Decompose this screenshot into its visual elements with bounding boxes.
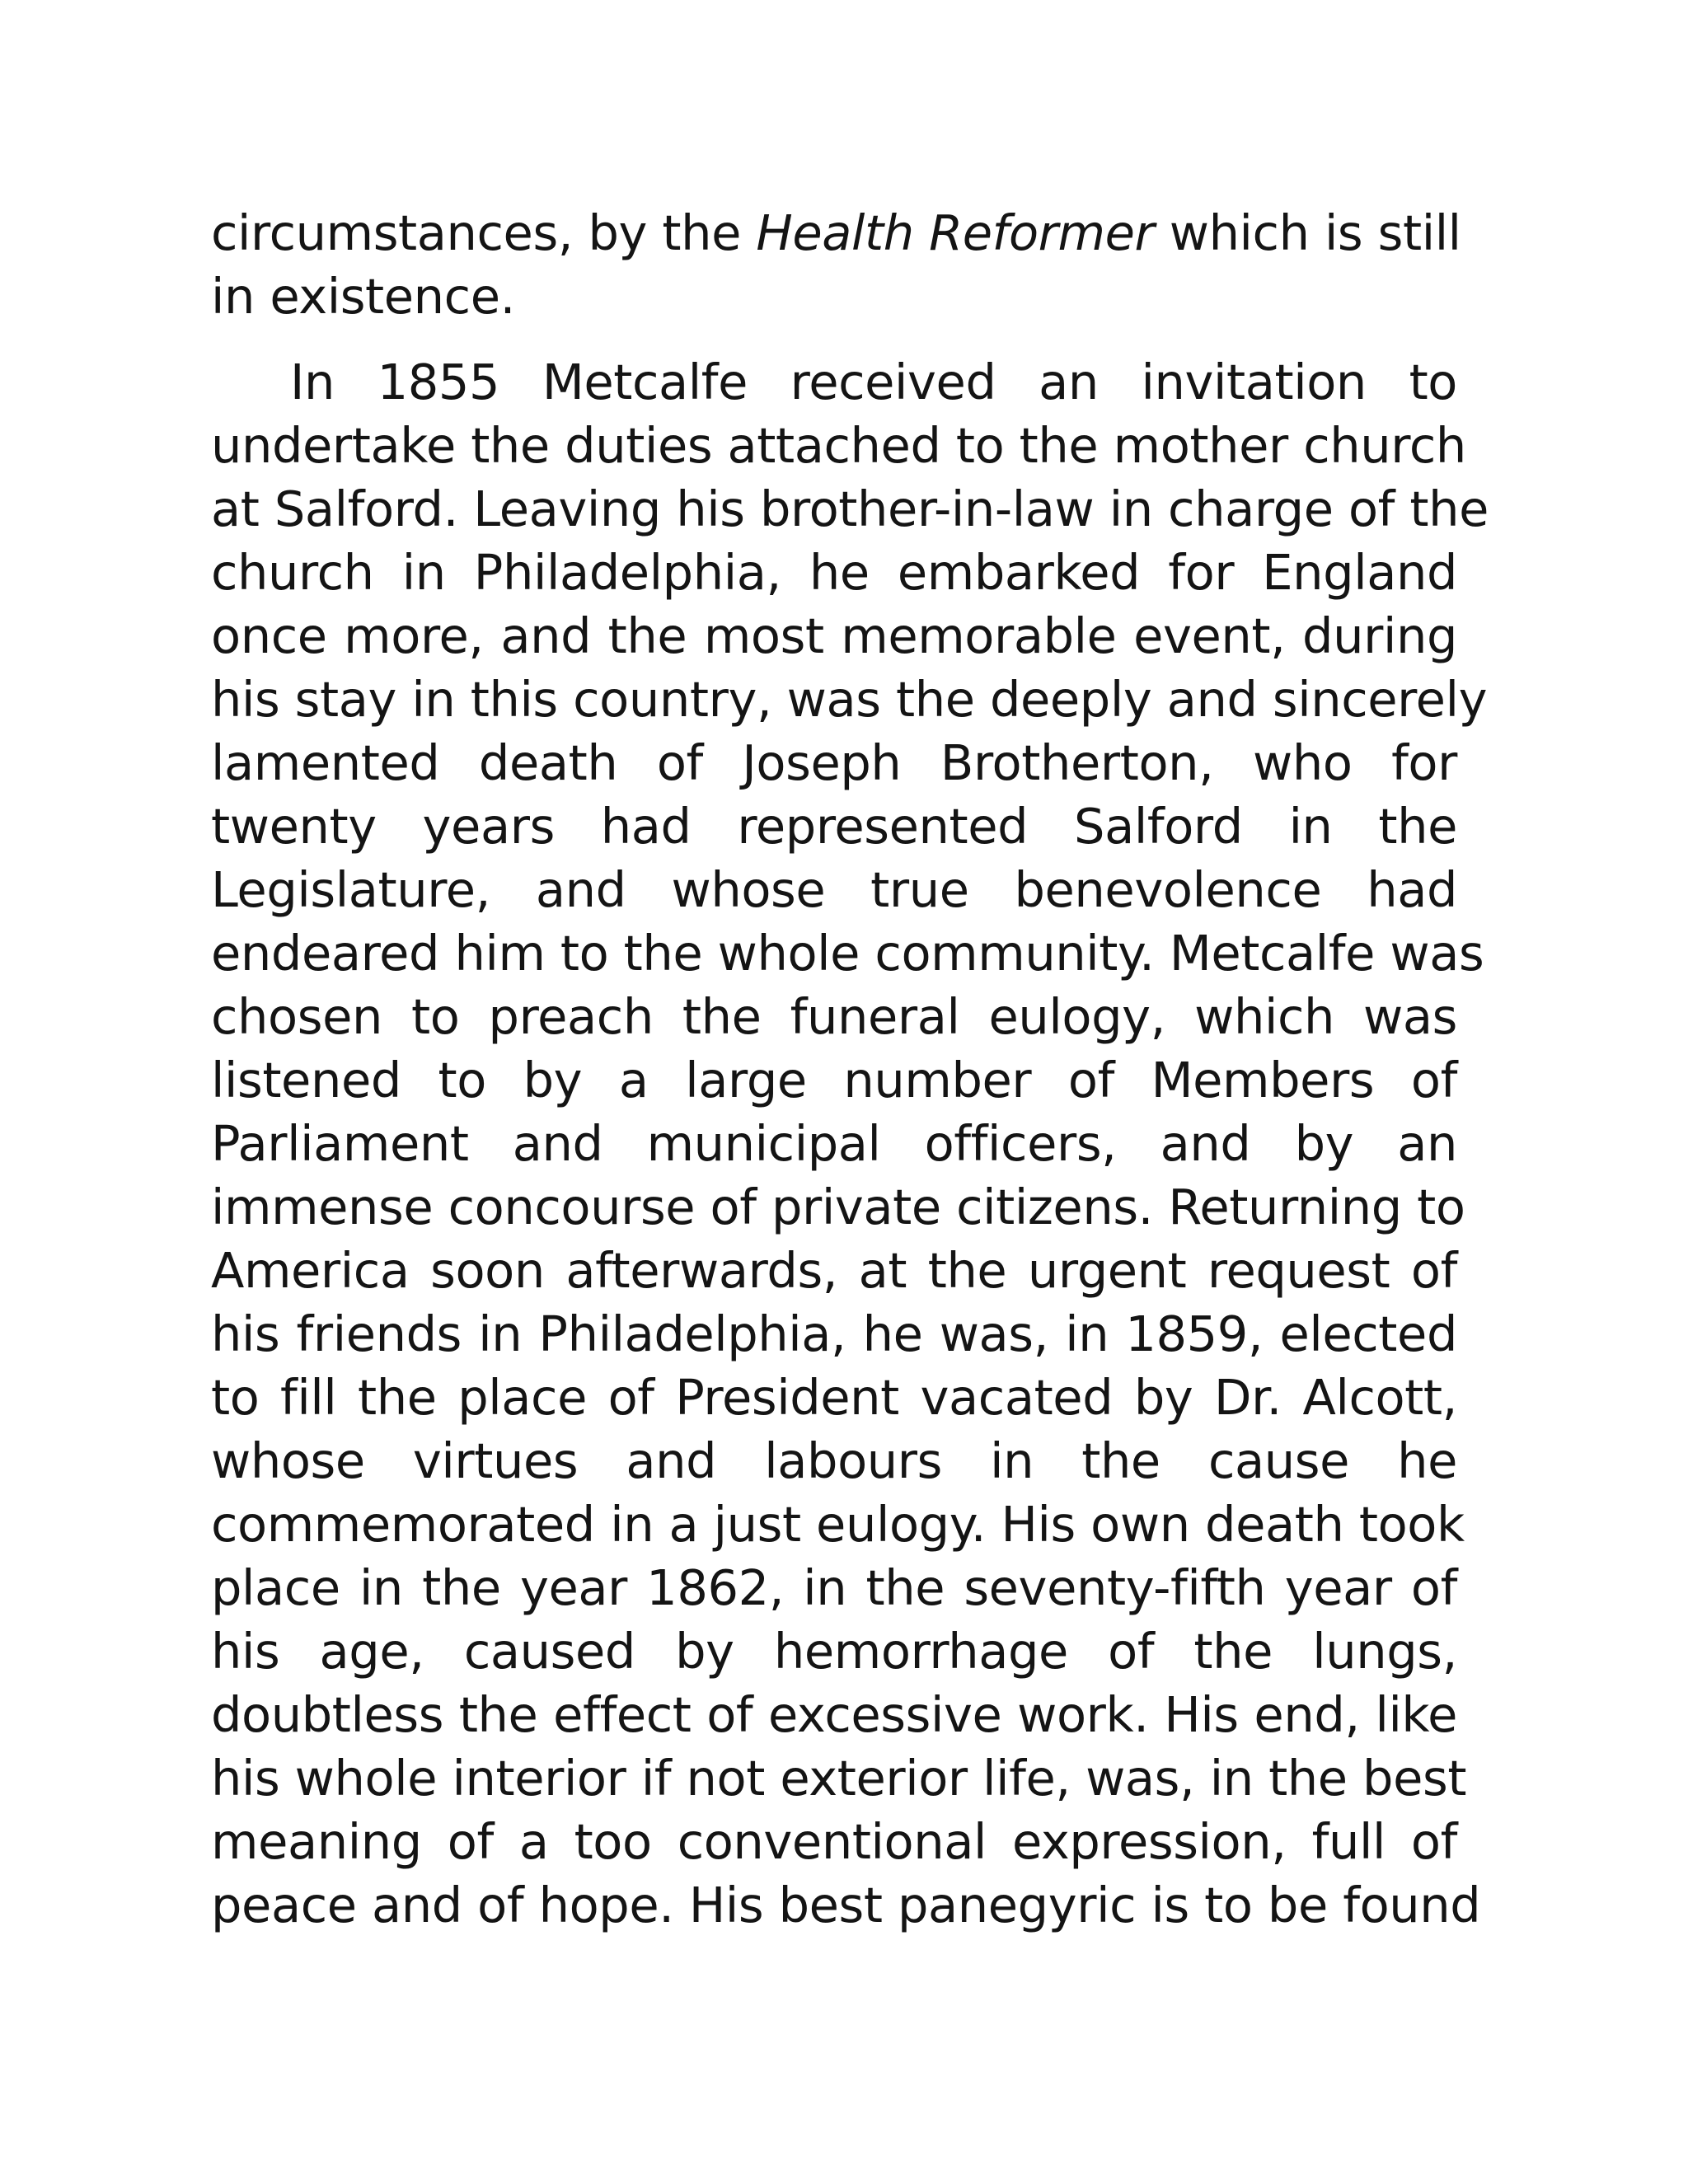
paragraph-2-line: peace and of hope. His best panegyric is to be found: [211, 1877, 1481, 1933]
paragraph-2-line: place in the year 1862, in the seventy-fifth year of: [211, 1559, 1457, 1616]
paragraph-2-line: commemorated in a just eulogy. His own death took: [211, 1496, 1465, 1553]
italic-title: Health Reformer: [756, 204, 1155, 261]
paragraph-2-line: whose virtues and labours in the cause he: [211, 1432, 1457, 1489]
paragraph-1-line-2: in existence.: [211, 268, 515, 325]
paragraph-2-line: chosen to preach the funeral eulogy, which was: [211, 988, 1457, 1045]
paragraph-1-line-1: [211, 201, 1461, 265]
paragraph-2-line: Parliament and municipal officers, and by an: [211, 1115, 1457, 1172]
paragraph-2-line: undertake the duties attached to the mother church: [211, 417, 1466, 474]
paragraph-2-line: his stay in this country, was the deeply and sincerely: [211, 671, 1488, 728]
paragraph-2-line: his whole interior if not exterior life, was, in the best: [211, 1750, 1467, 1807]
paragraph-2-line: immense concourse of private citizens. Returning to: [211, 1179, 1465, 1235]
paragraph-2-line: America soon afterwards, at the urgent request of: [211, 1242, 1457, 1299]
body-text: [211, 201, 1489, 1937]
paragraph-2-line: doubtless the effect of excessive work. His end, like: [211, 1686, 1457, 1743]
paragraph-2-line: Legislature, and whose true benevolence had: [211, 861, 1457, 918]
paragraph-2-line: meaning of a too conventional expression, full of: [211, 1813, 1457, 1870]
text-run: which is still: [1154, 204, 1461, 261]
paragraph-2-line: In 1855 Metcalfe received an invitation to: [290, 354, 1457, 410]
paragraph-2-line: his age, caused by hemorrhage of the lungs,: [211, 1623, 1457, 1680]
paragraph-2-line: his friends in Philadelphia, he was, in 1859, elected: [211, 1305, 1457, 1362]
text-run: circumstances, by the: [211, 204, 757, 261]
paragraph-2-line: once more, and the most memorable event, during: [211, 607, 1457, 664]
paragraph-2-line: listened to by a large number of Members of: [211, 1052, 1457, 1108]
paragraph-gap: [211, 328, 1457, 350]
paragraph-2-line: twenty years had represented Salford in the: [211, 798, 1457, 855]
paragraph-2-line: endeared him to the whole community. Metcalfe was: [211, 925, 1484, 982]
paragraph-2-line: to fill the place of President vacated by Dr. Alcott,: [211, 1369, 1457, 1426]
paragraph-2-line: at Salford. Leaving his brother-in-law in charge of the: [211, 480, 1489, 537]
paragraph-2-line: lamented death of Joseph Brotherton, who for: [211, 734, 1457, 791]
paragraph-2-line: church in Philadelphia, he embarked for England: [211, 544, 1457, 601]
